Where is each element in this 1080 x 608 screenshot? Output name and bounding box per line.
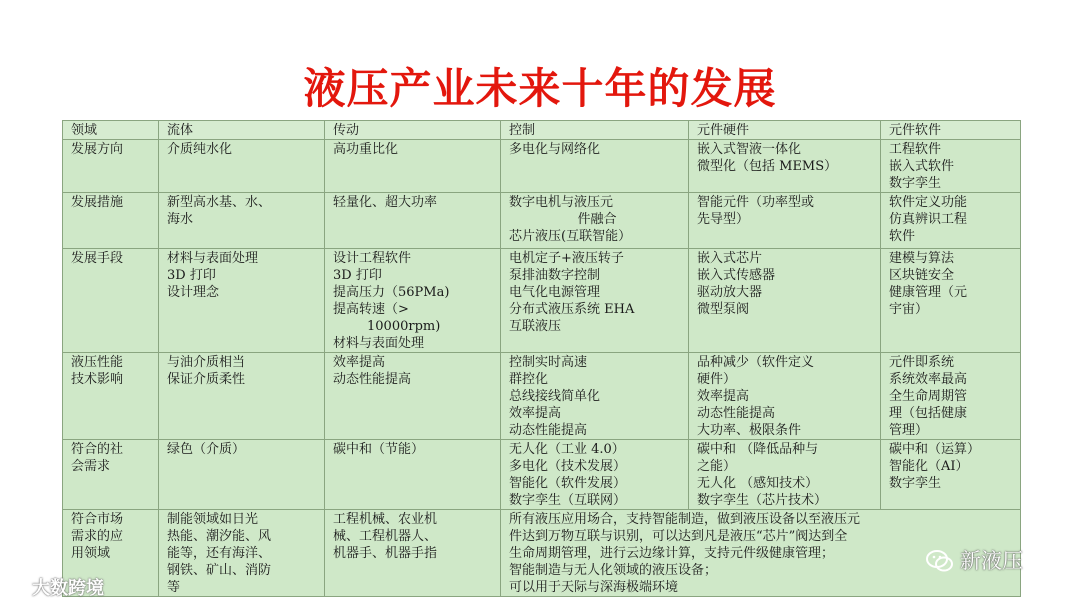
table-cell: [325, 140, 501, 193]
cell-text-line: 3D 打印: [333, 268, 382, 283]
table-cell: [689, 249, 881, 353]
cell-text-line: 用领域: [71, 546, 111, 561]
cell-text-line: 材料与表面处理: [333, 336, 425, 351]
table-cell: [325, 510, 501, 597]
watermark-left-text: 大数跨境: [32, 578, 104, 599]
table-row: [63, 193, 1021, 249]
table-cell: [501, 140, 689, 193]
cell-text-line: 嵌入式传感器: [697, 268, 776, 283]
table-row: [63, 140, 1021, 193]
cell-text-line: 控制实时高速: [509, 355, 588, 370]
cell-text-line: 管理）: [889, 423, 929, 438]
cell-text-line: 设计理念: [167, 285, 220, 300]
cell-text-line: 智能化（AI）: [889, 459, 969, 474]
row-label-cell: [63, 440, 159, 510]
cell-text-line: 先导型）: [697, 212, 750, 227]
table-cell: [689, 440, 881, 510]
table-cell: [881, 193, 1021, 249]
cell-text-line: 海水: [167, 212, 194, 227]
cell-text-line: 嵌入式芯片: [697, 251, 763, 266]
cell-text-line: 技术影响: [71, 372, 124, 387]
cell-text-line: 泵排油数字控制: [509, 268, 601, 283]
cell-text-line: 硬件）: [697, 372, 737, 387]
table-cell: [325, 193, 501, 249]
cell-text-line: 元件即系统: [889, 355, 955, 370]
table-cell: [881, 353, 1021, 440]
cell-text-line: 发展措施: [71, 195, 124, 210]
watermark-right-text: 新液压: [960, 549, 1023, 573]
cell-text-line: 系统效率最高: [889, 372, 968, 387]
row-label-cell: [63, 140, 159, 193]
cell-text-line: 发展方向: [71, 142, 124, 157]
cell-text-line: 电机定子+液压转子: [509, 251, 624, 266]
cell-text-line: 件融合: [577, 212, 617, 227]
cell-text-line: 机器手、机器手指: [333, 546, 438, 561]
cell-text-line: 液压性能: [71, 355, 124, 370]
table-row: [63, 249, 1021, 353]
header-transmission: 传动: [325, 121, 501, 140]
cell-text-line: 理（包括健康: [889, 406, 968, 421]
cell-text-line: 健康管理（元: [889, 285, 968, 300]
cell-text-line: 多电化与网络化: [509, 142, 601, 157]
cell-text-line: 生命周期管理，进行云边缘计算，支持元件级健康管理；: [509, 546, 835, 561]
cell-text-line: 符合的社: [71, 442, 124, 457]
cell-text-line: 等: [167, 580, 181, 595]
table-row: [63, 353, 1021, 440]
cell-text-line: 所有液压应用场合，支持智能制造，做到液压设备以至液压元: [509, 512, 861, 527]
cell-text-line: 芯片液压(互联智能）: [509, 229, 632, 244]
table-cell: [159, 353, 325, 440]
cell-text-line: 高功重比化: [333, 142, 399, 157]
table-cell: [881, 440, 1021, 510]
cell-text-line: 与油介质相当: [167, 355, 246, 370]
cell-text-line: 热能、潮汐能、风: [167, 529, 272, 544]
cell-text-line: 智能元件（功率型或: [697, 195, 815, 210]
cell-text-line: 碳中和（节能）: [333, 442, 425, 457]
cell-text-line: 微型化（包括 MEMS）: [697, 159, 838, 174]
cell-text-line: 10000rpm): [367, 319, 441, 334]
table-cell: [501, 353, 689, 440]
cell-text-line: 群控化: [509, 372, 549, 387]
cell-text-line: 保证介质柔性: [167, 372, 246, 387]
cell-text-line: 介质纯水化: [167, 142, 233, 157]
table-cell: [689, 353, 881, 440]
table-cell: [159, 249, 325, 353]
cell-text-line: 动态性能提高: [509, 423, 588, 438]
cell-text-line: 品种减少（软件定义: [697, 355, 815, 370]
cell-text-line: 钢铁、矿山、消防: [167, 563, 272, 578]
cell-text-line: 仿真辨识工程: [889, 212, 968, 227]
cell-text-line: 动态性能提高: [333, 372, 412, 387]
cell-text-line: 发展手段: [71, 251, 124, 266]
weibo-logo-icon: [8, 577, 28, 597]
table-cell: [159, 440, 325, 510]
table-header-row: [63, 121, 1021, 140]
table-row: [63, 440, 1021, 510]
table-cell: [881, 140, 1021, 193]
cell-text-line: 宇宙）: [889, 302, 929, 317]
cell-text-line: 驱动放大器: [697, 285, 763, 300]
cell-text-line: 动态性能提高: [697, 406, 776, 421]
cell-text-line: 嵌入式软件: [889, 159, 955, 174]
row-label-cell: [63, 193, 159, 249]
cell-text-line: 互联液压: [509, 319, 562, 334]
cell-text-line: 可以用于天际与深海极端环境: [509, 580, 679, 595]
cell-text-line: 建模与算法: [889, 251, 955, 266]
cell-text-line: 区块链安全: [889, 268, 955, 283]
cell-text-line: 软件定义功能: [889, 195, 968, 210]
cell-text-line: 数字孪生: [889, 176, 942, 191]
cell-text-line: 械、工程机器人、: [333, 529, 438, 544]
table-cell: [689, 193, 881, 249]
table-cell: [159, 140, 325, 193]
cell-text-line: 效率提高: [333, 355, 386, 370]
cell-text-line: 绿色（介质）: [167, 442, 246, 457]
development-table: [62, 120, 1021, 597]
cell-text-line: 会需求: [71, 459, 111, 474]
cell-text-line: 制能领域如日光: [167, 512, 259, 527]
cell-text-line: 数字孪生（芯片技术）: [697, 493, 828, 508]
cell-text-line: 微型泵阀: [697, 302, 750, 317]
cell-text-line: 提高转速（>: [333, 302, 409, 317]
cell-text-line: 数字孪生（互联网）: [509, 493, 627, 508]
cell-text-line: 新型高水基、水、: [167, 195, 272, 210]
cell-text-line: 提高压力（56PMa): [333, 285, 450, 300]
table-cell: [159, 193, 325, 249]
header-domain: 领域: [63, 121, 159, 140]
cell-text-line: 效率提高: [697, 389, 750, 404]
header-fluid: 流体: [159, 121, 325, 140]
cell-text-line: 大功率、极限条件: [697, 423, 802, 438]
table-cell: [325, 440, 501, 510]
cell-text-line: 分布式液压系统 EHA: [509, 302, 635, 317]
table-cell: [501, 193, 689, 249]
table-cell: [501, 440, 689, 510]
slide-title: 液压产业未来十年的发展: [303, 64, 777, 113]
header-component-software: 元件软件: [881, 121, 1021, 140]
cell-text-line: 电气化电源管理: [509, 285, 601, 300]
cell-text-line: 效率提高: [509, 406, 562, 421]
cell-text-line: 碳中和（运算）: [889, 442, 981, 457]
cell-text-line: 能等，还有海洋、: [167, 546, 272, 561]
row-label-cell: [63, 353, 159, 440]
cell-text-line: 嵌入式智液一体化: [697, 142, 802, 157]
cell-text-line: 件达到万物互联与识别，可以达到凡是液压“芯片”阀达到全: [509, 529, 848, 544]
row-label-cell: [63, 249, 159, 353]
cell-text-line: 工程软件: [889, 142, 942, 157]
table-row: [63, 510, 1021, 597]
header-control: 控制: [501, 121, 689, 140]
table-cell: [881, 249, 1021, 353]
header-component-hardware: 元件硬件: [689, 121, 881, 140]
cell-text-line: 总线接线简单化: [509, 389, 601, 404]
cell-text-line: 设计工程软件: [333, 251, 412, 266]
table-cell: [325, 353, 501, 440]
table-cell: [159, 510, 325, 597]
cell-text-line: 轻量化、超大功率: [333, 195, 438, 210]
cell-text-line: 无人化（工业 4.0）: [509, 442, 625, 457]
cell-text-line: 3D 打印: [167, 268, 216, 283]
cell-text-line: 全生命周期管: [889, 389, 968, 404]
cell-text-line: 材料与表面处理: [167, 251, 259, 266]
cell-text-line: 多电化（技术发展）: [509, 459, 627, 474]
watermark-right: [926, 545, 1023, 575]
watermark-left: [8, 574, 104, 600]
cell-text-line: 需求的应: [71, 529, 124, 544]
table-cell: [501, 249, 689, 353]
cell-text-line: 数字电机与液压元: [509, 195, 614, 210]
cell-text-line: 碳中和 （降低品种与: [697, 442, 819, 457]
table-cell: [325, 249, 501, 353]
cell-text-line: 智能化（软件发展）: [509, 476, 627, 491]
cell-text-line: 符合市场: [71, 512, 124, 527]
cell-text-line: 无人化 （感知技术）: [697, 476, 819, 491]
cell-text-line: 软件: [889, 229, 916, 244]
cell-text-line: 之能）: [697, 459, 737, 474]
cell-text-line: 工程机械、农业机: [333, 512, 438, 527]
cell-text-line: 数字孪生: [889, 476, 942, 491]
table-cell: [689, 140, 881, 193]
cell-text-line: 智能制造与无人化领域的液压设备；: [509, 563, 718, 578]
wechat-logo-icon: [926, 549, 954, 573]
